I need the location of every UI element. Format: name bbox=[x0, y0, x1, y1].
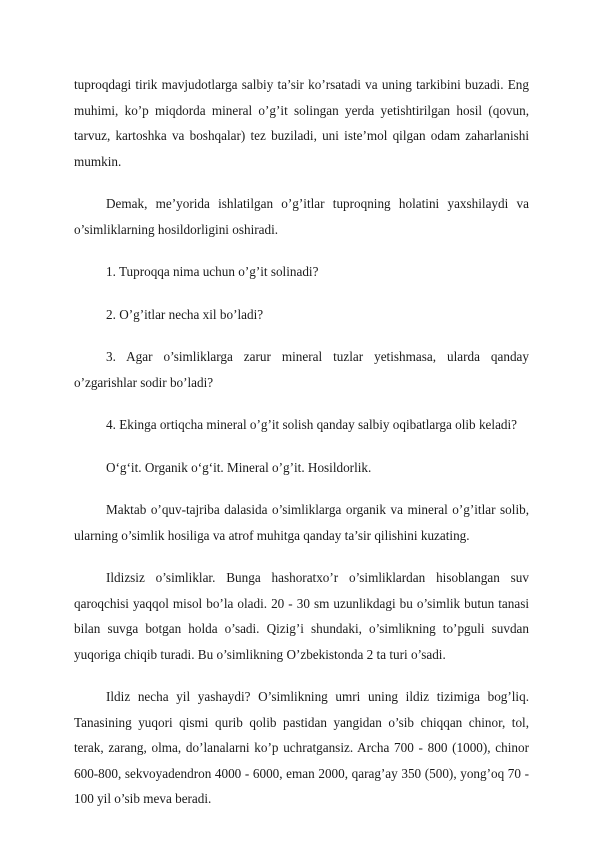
paragraph-school-experiment: Maktab o’quv-tajriba dalasida o’simliklarga organik va mineral o’g’itlar solib, ularning o’simlik hosiliga va atrof muhitga qanday ta’sir qilishini kuzating. bbox=[74, 502, 529, 543]
question-4: 4. Ekinga ortiqcha mineral o’g’it solish qanday salbiy oqibatlarga olib keladi? bbox=[106, 417, 518, 432]
paragraph-conclusion: Demak, me’yorida ishlatilgan o’g’itlar tuproqning holatini yaxshilaydi va o’simliklarning hosildorligini oshiradi. bbox=[74, 196, 529, 237]
paragraph-rootless-plants: Ildizsiz o’simliklar. Bunga hashoratxo’r o’simliklardan hisoblangan suv qaroqchisi yaqqol misol bo’la oladi. 20 - 30 sm uzunlikdagi bu o’simlik butun tanasi bilan suvga botgan holda o’sadi. Qizig’i shundaki, o’simlikning to’pguli suvdan yuqoriga chiqib turadi. Bu o’simlikning O’zbekistonda 2 ta turi o’sadi. bbox=[74, 570, 529, 662]
question-1: 1. Tuproqqa nima uchun o’g’it solinadi? bbox=[106, 264, 319, 279]
document-page bbox=[74, 72, 529, 829]
paragraph-root-lifespan: Ildiz necha yil yashaydi? O’simlikning umri uning ildiz tizimiga bog’liq. Tanasining yuqori qismi qurib qolib pastidan yangidan o’sib chiqqan chinor, tol, terak, zarang, olma, do’lanalarni ko’p uchratgansiz. Archa 700 - 800 (1000), chinor 600-800, sekvoyadendron 4000 - 6000, eman 2000, qarag’ay 350 (500), yong’oq 70 - 100 yil o’sib meva beradi. bbox=[74, 689, 529, 806]
paragraph-fertilizer-harm: tuproqdagi tirik mavjudotlarga salbiy ta’sir ko’rsatadi va uning tarkibini buzadi. Eng muhimi, ko’p miqdorda mineral o’g’it solingan yerda yetishtirilgan hosil (qovun, tarvuz, kartoshka va boshqalar) tez buziladi, uni iste’mol qilgan odam zaharlanishi mumkin. bbox=[74, 77, 529, 169]
keywords-line: O‘g‘it. Organik o‘g‘it. Mineral o’g’it. Hosildorlik. bbox=[106, 459, 372, 475]
question-2: 2. O’g’itlar necha xil bo’ladi? bbox=[106, 306, 264, 322]
question-3: 3. Agar o’simliklarga zarur mineral tuzlar yetishmasa, ularda qanday o’zgarishlar sodir bo’ladi? bbox=[74, 349, 529, 390]
